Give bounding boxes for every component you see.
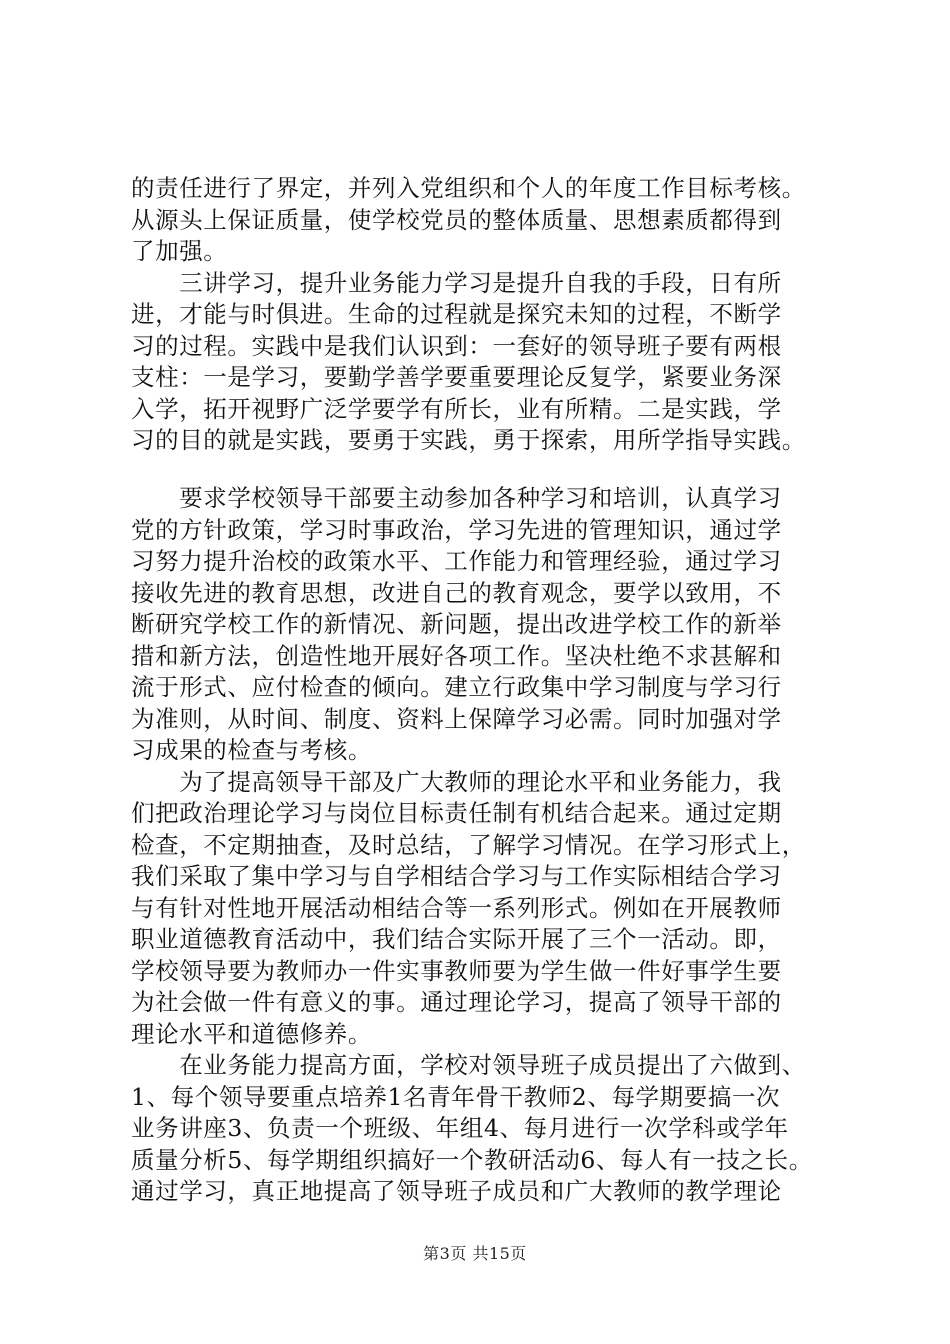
text-line: 为了提高领导干部及广大教师的理论水平和业务能力，我: [131, 767, 782, 796]
text-line: 学校领导要为教师办一件实事教师要为学生做一件好事学生要: [131, 956, 782, 985]
text-line: 接收先进的教育思想，改进自己的教育观念，要学以致用，不: [131, 578, 782, 607]
text-line: 理论水平和道德修养。: [131, 1019, 372, 1048]
text-line: 习努力提升治校的政策水平、工作能力和管理经验，通过学习: [131, 547, 782, 575]
text-line: 入学，拓开视野广泛学要学有所长，业有所精。二是实践，学: [131, 394, 782, 423]
text-line: 为社会做一件有意义的事。通过理论学习，提高了领导干部的: [131, 988, 782, 1016]
text-line: 党的方针政策，学习时事政治，学习先进的管理知识，通过学: [131, 515, 782, 544]
text-line: 三讲学习，提升业务能力学习是提升自我的手段，日有所: [131, 268, 782, 297]
text-line: 职业道德教育活动中，我们结合实际开展了三个一活动。即，: [131, 925, 782, 953]
text-line: 通过学习，真正地提高了领导班子成员和广大教师的教学理论: [131, 1177, 782, 1205]
text-line: 与有针对性地开展活动相结合等一系列形式。例如在开展教师: [131, 893, 782, 922]
text-block-lower: [131, 483, 831, 1208]
text-line: 的责任进行了界定，并列入党组织和个人的年度工作目标考核。: [131, 174, 806, 202]
text-line: 检查，不定期抽查，及时总结，了解学习情况。在学习形式上，: [131, 830, 806, 859]
text-line: 为准则，从时间、制度、资料上保障学习必需。同时加强对学: [131, 704, 782, 733]
text-line: 流于形式、应付检查的倾向。建立行政集中学习制度与学习行: [131, 673, 782, 701]
text-line: 要求学校领导干部要主动参加各种学习和培训，认真学习: [131, 484, 782, 512]
text-line: 习的目的就是实践，要勇于实践，勇于探索，用所学指导实践。: [131, 426, 806, 454]
text-line: 进，才能与时俱进。生命的过程就是探究未知的过程，不断学: [131, 300, 782, 328]
text-line: 断研究学校工作的新情况、新问题，提出改进学校工作的新举: [131, 610, 782, 638]
text-line: 从源头上保证质量，使学校党员的整体质量、思想素质都得到: [131, 205, 782, 234]
text-line: 们把政治理论学习与岗位目标责任制有机结合起来。通过定期: [131, 799, 782, 827]
text-line: 业务讲座3、负责一个班级、年组4、每月进行一次学科或学年: [131, 1114, 789, 1142]
text-line: 习成果的检查与考核。: [131, 736, 372, 764]
text-line: 质量分析5、每学期组织搞好一个教研活动6、每人有一技之长。: [131, 1145, 813, 1174]
text-line: 了加强。: [131, 237, 228, 265]
text-line: 习的过程。实践中是我们认识到：一套好的领导班子要有两根: [131, 331, 782, 360]
text-line: 支柱：一是学习，要勤学善学要重要理论反复学，紧要业务深: [131, 363, 782, 391]
text-line: 1、每个领导要重点培养1名青年骨干教师2、每学期要搞一次: [131, 1082, 781, 1111]
text-line: 我们采取了集中学习与自学相结合学习与工作实际相结合学习: [131, 862, 782, 890]
text-line: 措和新方法，创造性地开展好各项工作。坚决杜绝不求甚解和: [131, 641, 782, 670]
page-number-footer: 第3页 共15页: [423, 1244, 527, 1263]
text-line: 在业务能力提高方面，学校对领导班子成员提出了六做到、: [131, 1051, 806, 1079]
text-block-upper: [131, 173, 831, 457]
